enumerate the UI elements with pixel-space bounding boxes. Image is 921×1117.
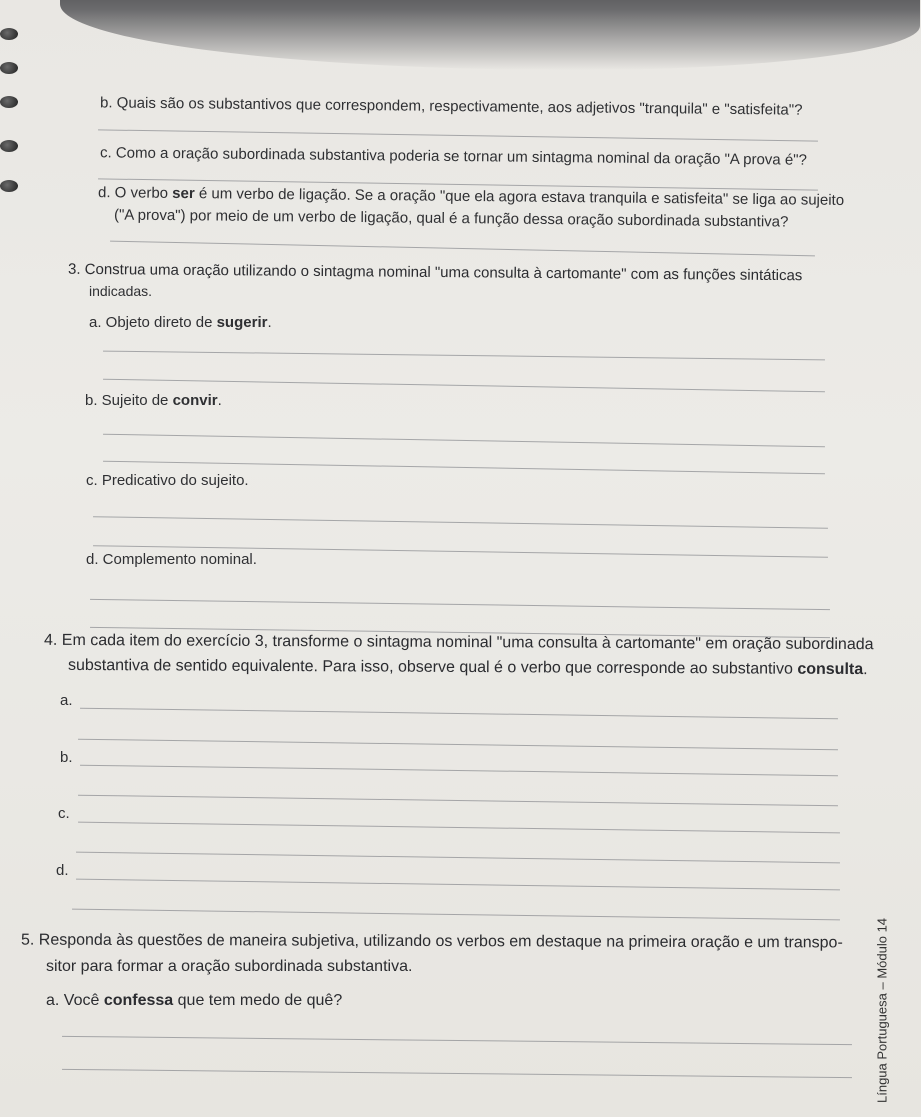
q3-item-a-bold: sugerir (216, 314, 268, 331)
q5-item-a-text: a. Você (46, 992, 104, 1009)
q3-item-b-end: . (217, 392, 222, 409)
q4-item-b-label: b. (60, 749, 73, 766)
q5-item-a-bold: confessa (103, 992, 174, 1009)
spiral-binding-ring (0, 96, 18, 108)
answer-line (62, 1069, 852, 1078)
q3-item-a-end: . (267, 314, 272, 331)
q4-statement-line2 (68, 657, 868, 679)
q5-item-a-end: que tem medo de quê? (173, 992, 343, 1009)
q2-item-c: c. Como a oração subordinada substantiva poderia se tornar um sintagma nominal da oração "A prova é"? (99, 144, 807, 169)
answer-line (72, 909, 840, 921)
spiral-binding-ring (0, 140, 18, 152)
q2-item-d-text: é um verbo de ligação. Se a oração "que ela agora estava tranquila e satisfeita" se liga ao sujeito (194, 185, 845, 209)
q3-statement-line2: indicadas. (89, 283, 153, 299)
answer-line (80, 765, 838, 777)
answer-line (78, 822, 840, 834)
q4-statement-end: . (863, 661, 868, 679)
answer-line (103, 434, 825, 448)
q3-item-b (85, 392, 222, 409)
answer-line (76, 879, 840, 891)
answer-line (76, 852, 840, 864)
q3-item-a (89, 314, 272, 331)
spiral-binding-ring (0, 180, 18, 192)
q2-item-d-bold: ser (172, 184, 195, 203)
q2-item-b-line (98, 129, 818, 141)
answer-line (90, 599, 830, 610)
answer-line (78, 739, 838, 751)
answer-line (103, 351, 825, 361)
answer-line (78, 795, 838, 807)
q5-statement-line2: sitor para formar a oração subordinada substantiva. (46, 958, 413, 975)
q4-statement-line1: 4. Em cada item do exercício 3, transforme o sintagma nominal "uma consulta à cartomante" em oração subordinada (43, 631, 874, 654)
answer-line (103, 379, 825, 393)
side-module-label: Língua Portuguesa – Módulo 14 (874, 917, 890, 1103)
q5-statement-line1: 5. Responda às questões de maneira subjetiva, utilizando os verbos em destaque na primeira oração e um transpo- (20, 931, 843, 952)
answer-line (93, 516, 828, 529)
q2-item-d-line2: ("A prova") por meio de um verbo de ligação, qual é a função dessa oração subordinada substantiva? (113, 206, 789, 231)
q4-item-c-label: c. (58, 805, 70, 822)
q4-item-a-label: a. (60, 692, 73, 709)
q3-item-b-text: b. Sujeito de (85, 392, 173, 409)
q4-item-d-label: d. (56, 862, 69, 879)
q3-item-d: d. Complemento nominal. (86, 551, 257, 568)
page-top-shadow (60, 0, 920, 70)
q3-item-c: c. Predicativo do sujeito. (86, 472, 249, 489)
q2-item-b: b. Quais são os substantivos que correspondem, respectivamente, aos adjetivos "tranquila" e "satisfeita"? (99, 94, 803, 119)
q3-item-a-text: a. Objeto direto de (89, 314, 217, 331)
spiral-binding-ring (0, 28, 18, 40)
q5-item-a (46, 992, 342, 1010)
q4-statement-text: substantiva de sentido equivalente. Para isso, observe qual é o verbo que corresponde ao substantivo (67, 656, 798, 678)
answer-line (80, 708, 838, 720)
q3-statement-line1: 3. Construa uma oração utilizando o sintagma nominal "uma consulta à cartomante" com as funções sintáticas (67, 260, 803, 285)
q2-item-d-answer-line (110, 241, 815, 257)
spiral-binding-ring (0, 62, 18, 74)
q4-statement-bold: consulta (797, 660, 864, 679)
q3-item-b-bold: convir (172, 392, 218, 409)
q2-item-d-text: d. O verbo (97, 184, 173, 202)
answer-line (62, 1036, 852, 1045)
